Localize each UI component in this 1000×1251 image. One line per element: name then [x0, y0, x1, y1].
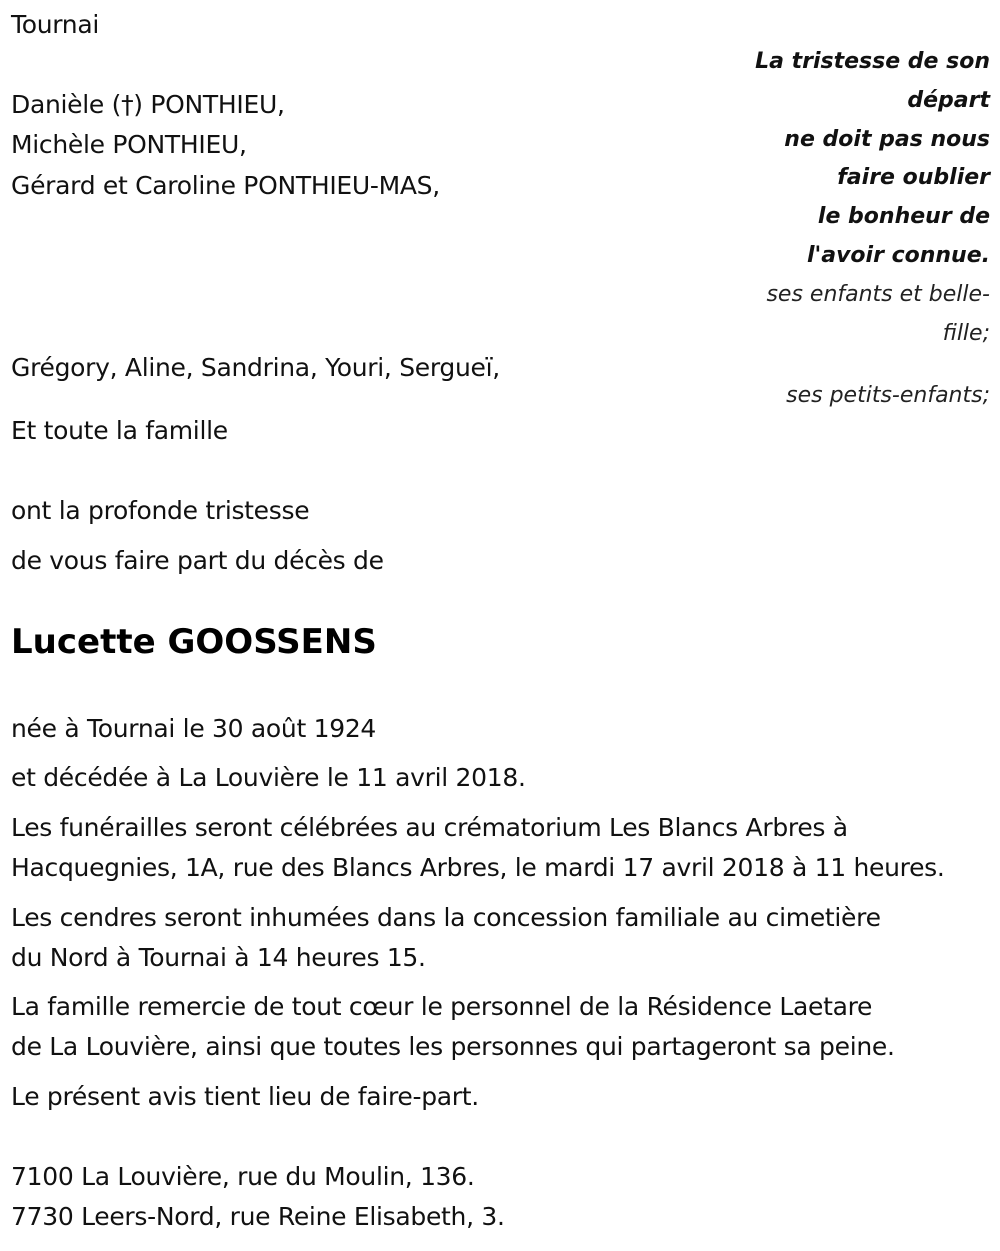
funeral-line-2: Hacquegnies, 1A, rue des Blancs Arbres, le mardi 17 avril 2018 à 11 heures. [11, 853, 945, 882]
funeral-info [11, 808, 945, 888]
quote-line-1: La tristesse de son [755, 49, 990, 74]
grandchildren-label: ses petits-enfants; [786, 383, 990, 409]
ashes-info [11, 898, 881, 978]
announcement-line-1: ont la profonde tristesse [11, 496, 310, 525]
quote-line-6: l'avoir connue. [806, 242, 990, 268]
quote-line-2: départ [907, 87, 990, 113]
announcement-line-2: de vous faire part du décès de [11, 546, 384, 575]
death-info: et décédée à La Louvière le 11 avril 2018. [11, 763, 526, 792]
address-1: 7100 La Louvière, rue du Moulin, 136. [11, 1162, 475, 1191]
notice-text: Le présent avis tient lieu de faire-part. [11, 1082, 479, 1111]
thanks-line-1: La famille remercie de tout cœur le personnel de la Résidence Laetare [11, 992, 873, 1021]
quote-line-3: ne doit pas nous [784, 126, 990, 152]
rest-of-family: Et toute la famille [11, 416, 228, 445]
location-header: Tournai [11, 10, 100, 39]
children-label-1: ses enfants et belle- [766, 281, 990, 307]
thanks-line-2: de La Louvière, ainsi que toutes les personnes qui partageront sa peine. [11, 1032, 895, 1061]
memorial-quote [730, 43, 990, 416]
deceased-name: Lucette GOOSSENS [11, 622, 377, 662]
birth-info: née à Tournai le 30 août 1924 [11, 714, 377, 743]
ashes-line-1: Les cendres seront inhumées dans la concession familiale au cimetière [11, 903, 881, 932]
children-label-2: fille; [942, 320, 990, 346]
grandchildren-names: Grégory, Aline, Sandrina, Youri, Sergueï, [11, 353, 500, 382]
family-line-2: Michèle PONTHIEU, [11, 130, 247, 159]
family-line-3: Gérard et Caroline PONTHIEU-MAS, [11, 171, 440, 200]
thanks-info [11, 987, 895, 1067]
address-2: 7730 Leers-Nord, rue Reine Elisabeth, 3. [11, 1202, 505, 1231]
ashes-line-2: du Nord à Tournai à 14 heures 15. [11, 943, 426, 972]
funeral-line-1: Les funérailles seront célébrées au crématorium Les Blancs Arbres à [11, 813, 848, 842]
quote-line-5: le bonheur de [817, 204, 990, 230]
quote-line-4: faire oublier [837, 165, 990, 191]
family-line-1: Danièle (†) PONTHIEU, [11, 90, 285, 119]
